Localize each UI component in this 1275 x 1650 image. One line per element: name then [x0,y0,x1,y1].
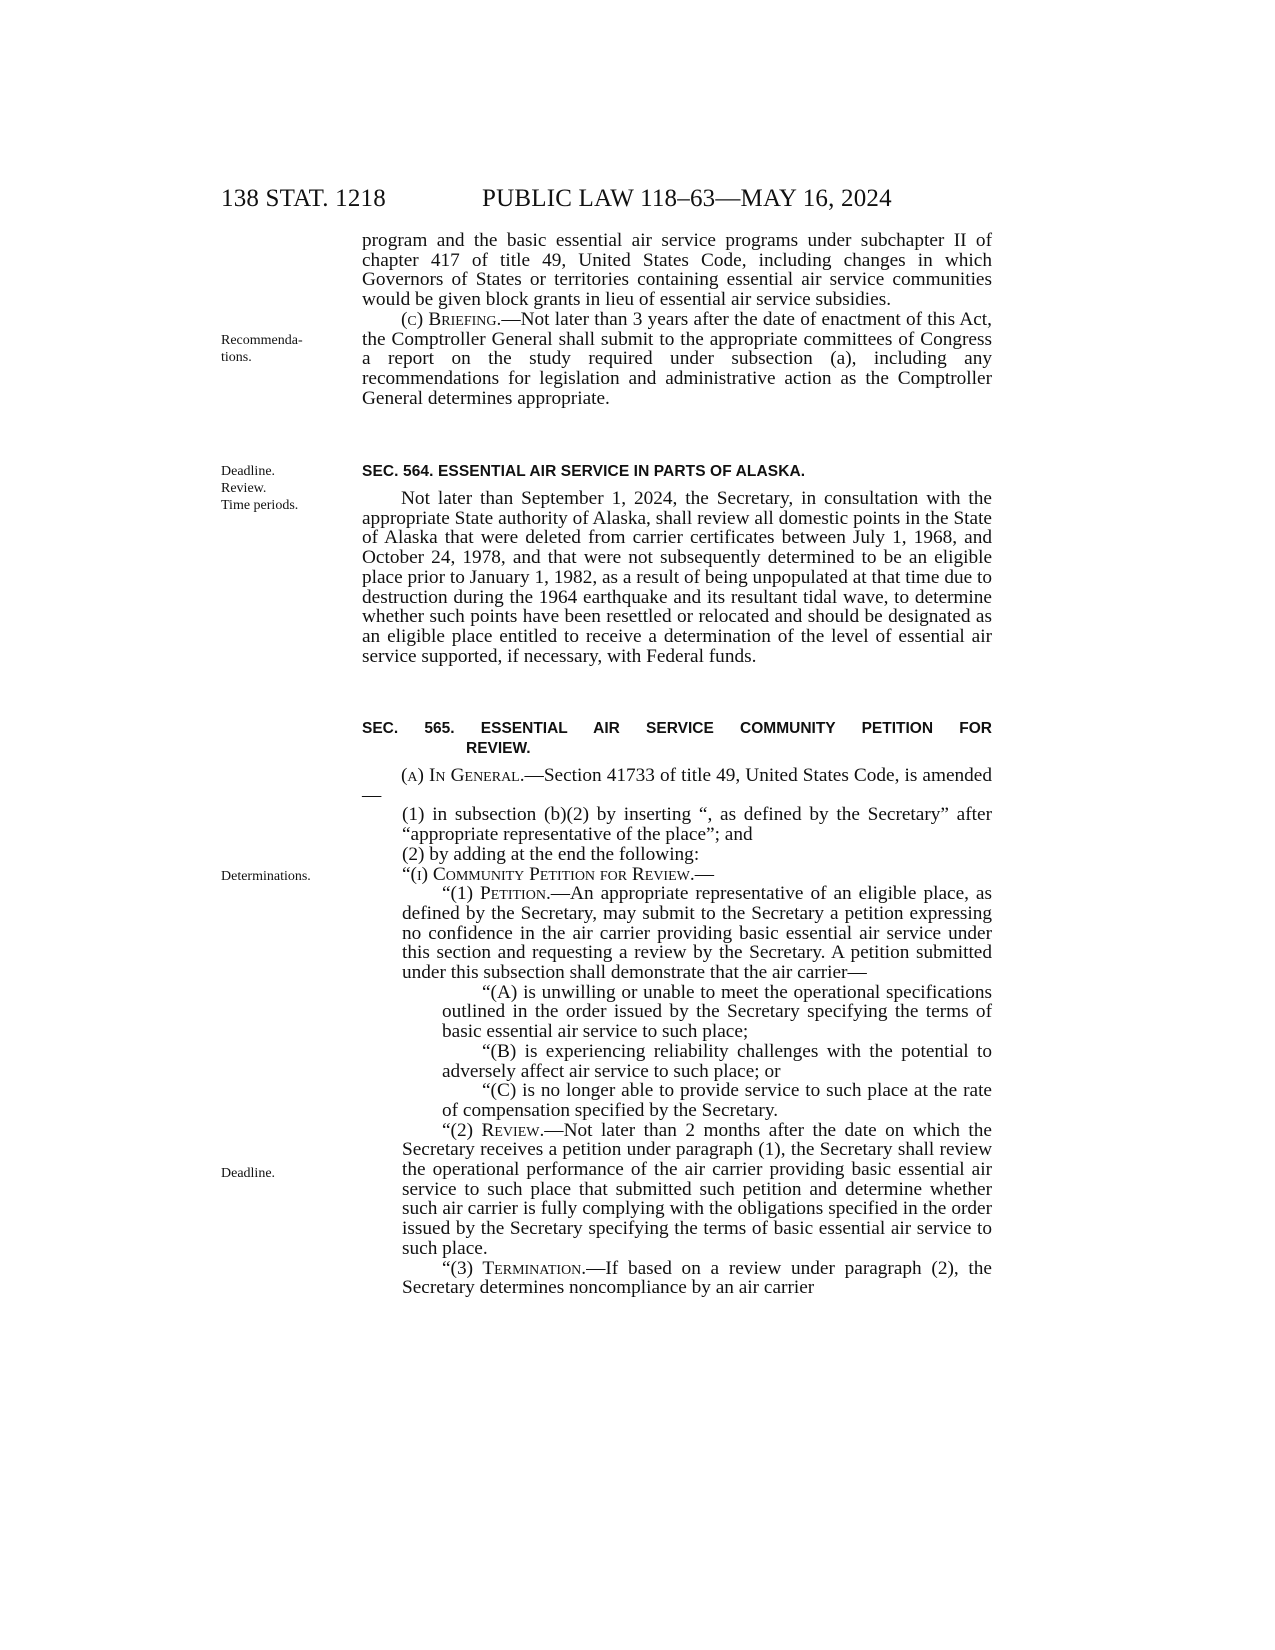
review-text: —Not later than 2 months after the date on which the Secretary receives a petition under paragraph (1), the Secretary shall review the operational performance of the air carrier providing basic essential air service to such place that submitted such petition and determine whether such air carrier is fully complying with the obligations specified in the order issued by the Secretary specifying the terms of basic essential air service to such place. [402,1119,992,1259]
subsection-i-heading [402,865,992,885]
briefing-label: (c) Briefing. [401,308,502,330]
subsection-a-label: (a) In General. [401,765,525,786]
termination-text: —If based on a review under paragraph (2), the Secretary determines noncompliance by an air carrier [402,1257,992,1299]
margin-note-line: Deadline. [221,464,276,479]
subsection-i-label: “(i) Community Petition for Review. [402,863,695,885]
section-565-heading [362,719,992,758]
subsection-a-text: —Section 41733 of title 49, United States Code, is amended— [362,765,992,806]
briefing-text: —Not later than 3 years after the date of enactment of this Act, the Comptroller General shall submit to the appropriate committees of Congress a report on the study required under subsection (a), including any recommendations for legislation and administrative action as the Comptroller General determines appropriate. [362,308,992,409]
paragraph-2-review [402,1121,992,1259]
item-2: (2) by adding at the end the following: [402,843,700,865]
briefing-paragraph [362,310,992,409]
termination-label: “(3) Termination. [442,1257,587,1279]
margin-note-deadline [221,1165,336,1182]
paragraph-1-petition [402,884,992,983]
paragraph-3-termination [402,1259,992,1298]
intro-paragraph: program and the basic essential air service programs under subchapter II of chapter 417 of title 49, United States Code, including changes in which Governors of States or territories containing essential air service communities would be given block grants in lieu of essential air service subsidies. [362,230,992,311]
petition-text: —An appropriate representative of an eligible place, as defined by the Secretary, may submit to the Secretary a petition expressing no confidence in the air carrier providing basic essential air service under this section and requesting a review by the Secretary. A petition submitted under this subsection shall demonstrate that the air carrier— [402,883,992,984]
review-label: “(2) Review. [442,1119,545,1141]
subparagraph-c: “(C) is no longer able to provide service to such place at the rate of compensation specified by the Secretary. [442,1080,992,1121]
subparagraph-b: “(B) is experiencing reliability challenges with the potential to adversely affect air service to such place; or [442,1040,992,1082]
margin-note-line: Deadline. [221,1166,276,1181]
margin-note-line: Time periods. [221,498,299,513]
margin-note-line: tions. [221,350,252,365]
margin-note-sec564 [221,463,336,514]
subparagraph-a: “(A) is unwilling or unable to meet the operational specifications outlined in the order issued by the Secretary specifying the terms of basic essential air service to such place; [442,981,992,1043]
margin-note-determinations [221,868,336,885]
section-564-paragraph: Not later than September 1, 2024, the Secretary, in consultation with the appropriate State authority of Alaska, shall review all domestic points in the State of Alaska that were deleted from carrier certificates between July 1, 1968, and October 24, 1978, and that were not subsequently determined to be an eligible place prior to January 1, 1982, as a result of being unpopulated at that time due to destruction during the 1964 earthquake and its resultant tidal wave, to determine whether such points have been resettled or relocated and should be designated as an eligible place entitled to receive a determination of the level of essential air service supported, if necessary, with Federal funds. [362,488,992,667]
page-title: PUBLIC LAW 118–63—MAY 16, 2024 [482,185,892,212]
petition-label: “(1) Petition. [442,883,551,905]
subsection-a [362,766,992,805]
item-1: (1) in subsection (b)(2) by inserting “, as defined by the Secretary” after “appropriate representative of the place”; and [402,804,992,846]
margin-note-line: Review. [221,481,267,496]
section-564-heading: SEC. 564. ESSENTIAL AIR SERVICE IN PARTS OF ALASKA. [362,463,806,480]
section-565-heading-line1: SEC. 565. ESSENTIAL AIR SERVICE COMMUNITY PETITION FOR [362,720,992,737]
text-block-briefing [362,231,992,408]
section-565-body [362,766,992,1298]
margin-note-line: Determinations. [221,869,311,884]
subsection-i-dash: — [694,863,714,885]
section-565-heading-line2: REVIEW. [466,739,531,757]
margin-note-line: Recommenda- [221,333,303,348]
margin-note-recommendations [221,332,336,366]
stat-page-reference: 138 STAT. 1218 [221,185,386,212]
section-564-body [362,489,992,666]
